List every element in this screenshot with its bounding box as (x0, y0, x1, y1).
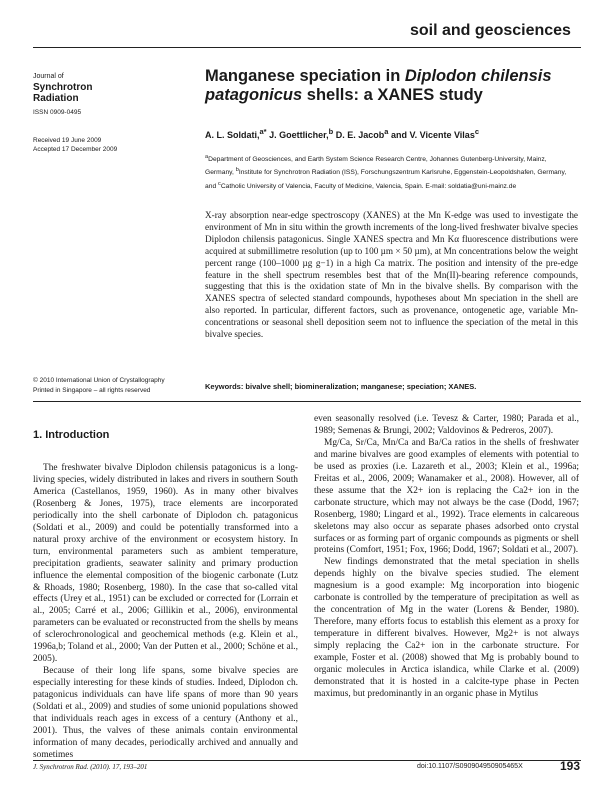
intro-paragraph-1: The freshwater bivalve Diplodon chilensis patagonicus is a long-living species, widely distributed in lakes and rivers in southern South America (Castellanos, 1959, 1960). As in many other bivalves (Rosenberg & Jones, 1975), trace elements are incorporated periodically into the shell carbonate of Diplodon ch. patagonicus (Soldati et al., 2009) and could be potentially transformed into a natural proxy archive of the environment or ecosystem history. In turn, environmental parameters such as ambient temperature, precipitation gradients, seawater salinity and primary production influence the elemental composition of the biogenic carbonate (Lutz & Rhoads, 1980; Rosenberg, 1980). In the case that so-called vital effects (Urey et al., 1951) can be excluded or corrected for (Lorrain et al., 2005; Carré et al., 2006; Gillikin et al., 2006), environmental parameters can be evaluated or reconstructed from the shells by means of sclerochronological and geochemical methods (e.g. Klein et al., 1996a,b; Toland et al., 2000; Van der Putten et al., 2000; Schöne et al., 2005). (33, 463, 298, 665)
intro-paragraph-3: even seasonally resolved (i.e. Tevesz & Carter, 1980; Parada et al., 1989; Semenas & Brungi, 2002; Valdovinos & Pedreros, 2007). (314, 414, 579, 436)
author-1: A. L. Soldati, (205, 130, 260, 140)
intro-paragraph-4: Mg/Ca, Sr/Ca, Mn/Ca and Ba/Ca ratios in the shells of freshwater and marine bivalves are good examples of elements with potential to be used as proxies (i.e. Lazareth et al., 2003; Klein et al., 1996a; Freitas et al., 2006, 2009; Wanamaker et al., 2008). However, all of these assume that the X2+ ion is replacing the Ca2+ ion in the carbonate structure, which may not always be the case (Dodd, 1967; Rosenberg, 1980; Lingard et al., 1992). Trace elements in calcareous skeletons may also occur as separate phases adsorbed onto crystal surfaces or as forming part of organic compounds as pigments or shell proteins (Comfort, 1951; Fox, 1966; Dodd, 1967; Soldati et al., 2007). (314, 437, 579, 556)
copyright (33, 376, 165, 396)
journal-name (33, 72, 103, 104)
affil-a: Department of Geosciences, and Earth System Science Research Centre, Johannes Gutenberg-University, Mainz, Germany, (205, 156, 547, 177)
journal-prefix: Journal of (33, 73, 64, 80)
page-number: 193 (560, 759, 581, 773)
author-2-sup: b (328, 127, 334, 136)
authors (205, 127, 575, 140)
abstract: X-ray absorption near-edge spectroscopy (XANES) at the Mn K-edge was used to investigate the environment of Mn in situ within the growth increments of the long-lived freshwater bivalve species Diplodon chilensis patagonicus. Single XANES spectra and Mn Kα fluorescence distributions were acquired at submillimetre resolution (up to 100 µm × 50 µm), at Mn concentrations below the weight percent range (100–1000 µg g−1) in a high Ca matrix. The position and intensity of the pre-edge feature in the shell spectrum resembles best that of the Mn(II)-bearing reference compounds, suggesting that this is the oxidation state of Mn in the bivalve shells. By comparison with the XANES spectra of selected standard compounds, hypotheses about Mn speciation in the shell are also reported. In particular, different factors, such as provenance, ontogenetic age, variable Mn-concentrations or seasonal shell deposition seem not to influence the speciation of the metal in this bivalve species. (205, 210, 578, 340)
accepted-date: Accepted 17 December 2009 (33, 146, 118, 153)
author-3: D. E. Jacob (333, 130, 385, 140)
intro-heading: 1. Introduction (33, 429, 110, 441)
article-title (205, 67, 575, 105)
column-left (33, 463, 298, 762)
author-1-sup: a* (259, 127, 267, 136)
copyright-line1: © 2010 International Union of Crystallography (33, 377, 165, 384)
title-suffix: shells: a XANES study (302, 86, 483, 104)
section-heading: soil and geosciences (410, 22, 571, 39)
title-species: Diplodon chilensis patagonicus (205, 67, 552, 104)
author-4: and V. Vicente Vilas (388, 130, 475, 140)
affil-c: Catholic University of Valencia, Faculty of Medicine, Valencia, Spain. E-mail: soldatia@uni-mainz.de (220, 183, 517, 191)
footer-doi: doi:10.1107/S090904950905465X (417, 763, 523, 770)
section-divider (33, 401, 581, 402)
affiliations (205, 152, 577, 192)
author-2: J. Goettlicher, (266, 130, 329, 140)
affil-a-sup: a (205, 154, 209, 160)
intro-paragraph-2: Because of their long life spans, some bivalve species are especially interesting for these kinds of studies. Indeed, Diplodon ch. patagonicus individuals can have life spans of more than 90 years (Soldati et al., 2009) and studies of some unionid populations showed that individuals reach ages in excess of a century (Anthony et al., 2001). Thus, the valves of these animals contain environmental information of many decades, periodically archived and annually and sometimes (33, 666, 298, 760)
affil-b: Institute for Synchrotron Radiation (ISS), Forschungszentrum Karlsruhe, Eggenstein-Leopoldshafen, Germany, and (205, 169, 567, 191)
author-4-sup: c (474, 127, 479, 136)
received-date: Received 19 June 2009 (33, 137, 102, 144)
issn: ISSN 0909-0495 (33, 109, 82, 116)
column-right (314, 414, 579, 701)
journal-name-line2: Radiation (33, 93, 79, 104)
copyright-line2: Printed in Singapore – all rights reserved (33, 387, 151, 394)
footer-citation: J. Synchrotron Rad. (2010). 17, 193–201 (33, 763, 148, 771)
author-3-sup: a (384, 127, 389, 136)
keywords: Keywords: bivalve shell; biomineralization; manganese; speciation; XANES. (205, 382, 477, 391)
footer-rule (33, 760, 581, 761)
title-prefix: Manganese speciation in (205, 67, 405, 85)
journal-name-line1: Synchrotron (33, 82, 93, 93)
header-rule (33, 47, 581, 48)
article-dates (33, 136, 117, 154)
intro-paragraph-5: New findings demonstrated that the metal speciation in shells depends highly on the bivalve species studied. The element magnesium is a good example: Mg incorporation into biogenic carbonate is controlled by the temperature of precipitation as well as the concentration of Mg in the water (Lorens & Bender, 1980). Therefore, many efforts focus to establish this element as a proxy for temperature in different bivalves. However, Mg2+ is not always simply replacing the Ca2+ ion in the carbonate structure. For example, Foster et al. (2008) showed that Mg is probably bound to organic molecules in Arctica islandica, while Clarke et al. (2009) demonstrated that it is hosted in a calcite-type phase in Pecten maximus, but predominantly in an organic phase in Mytilus (314, 557, 579, 699)
affil-c-sup: c (218, 180, 221, 187)
affil-b-sup: b (235, 167, 239, 174)
